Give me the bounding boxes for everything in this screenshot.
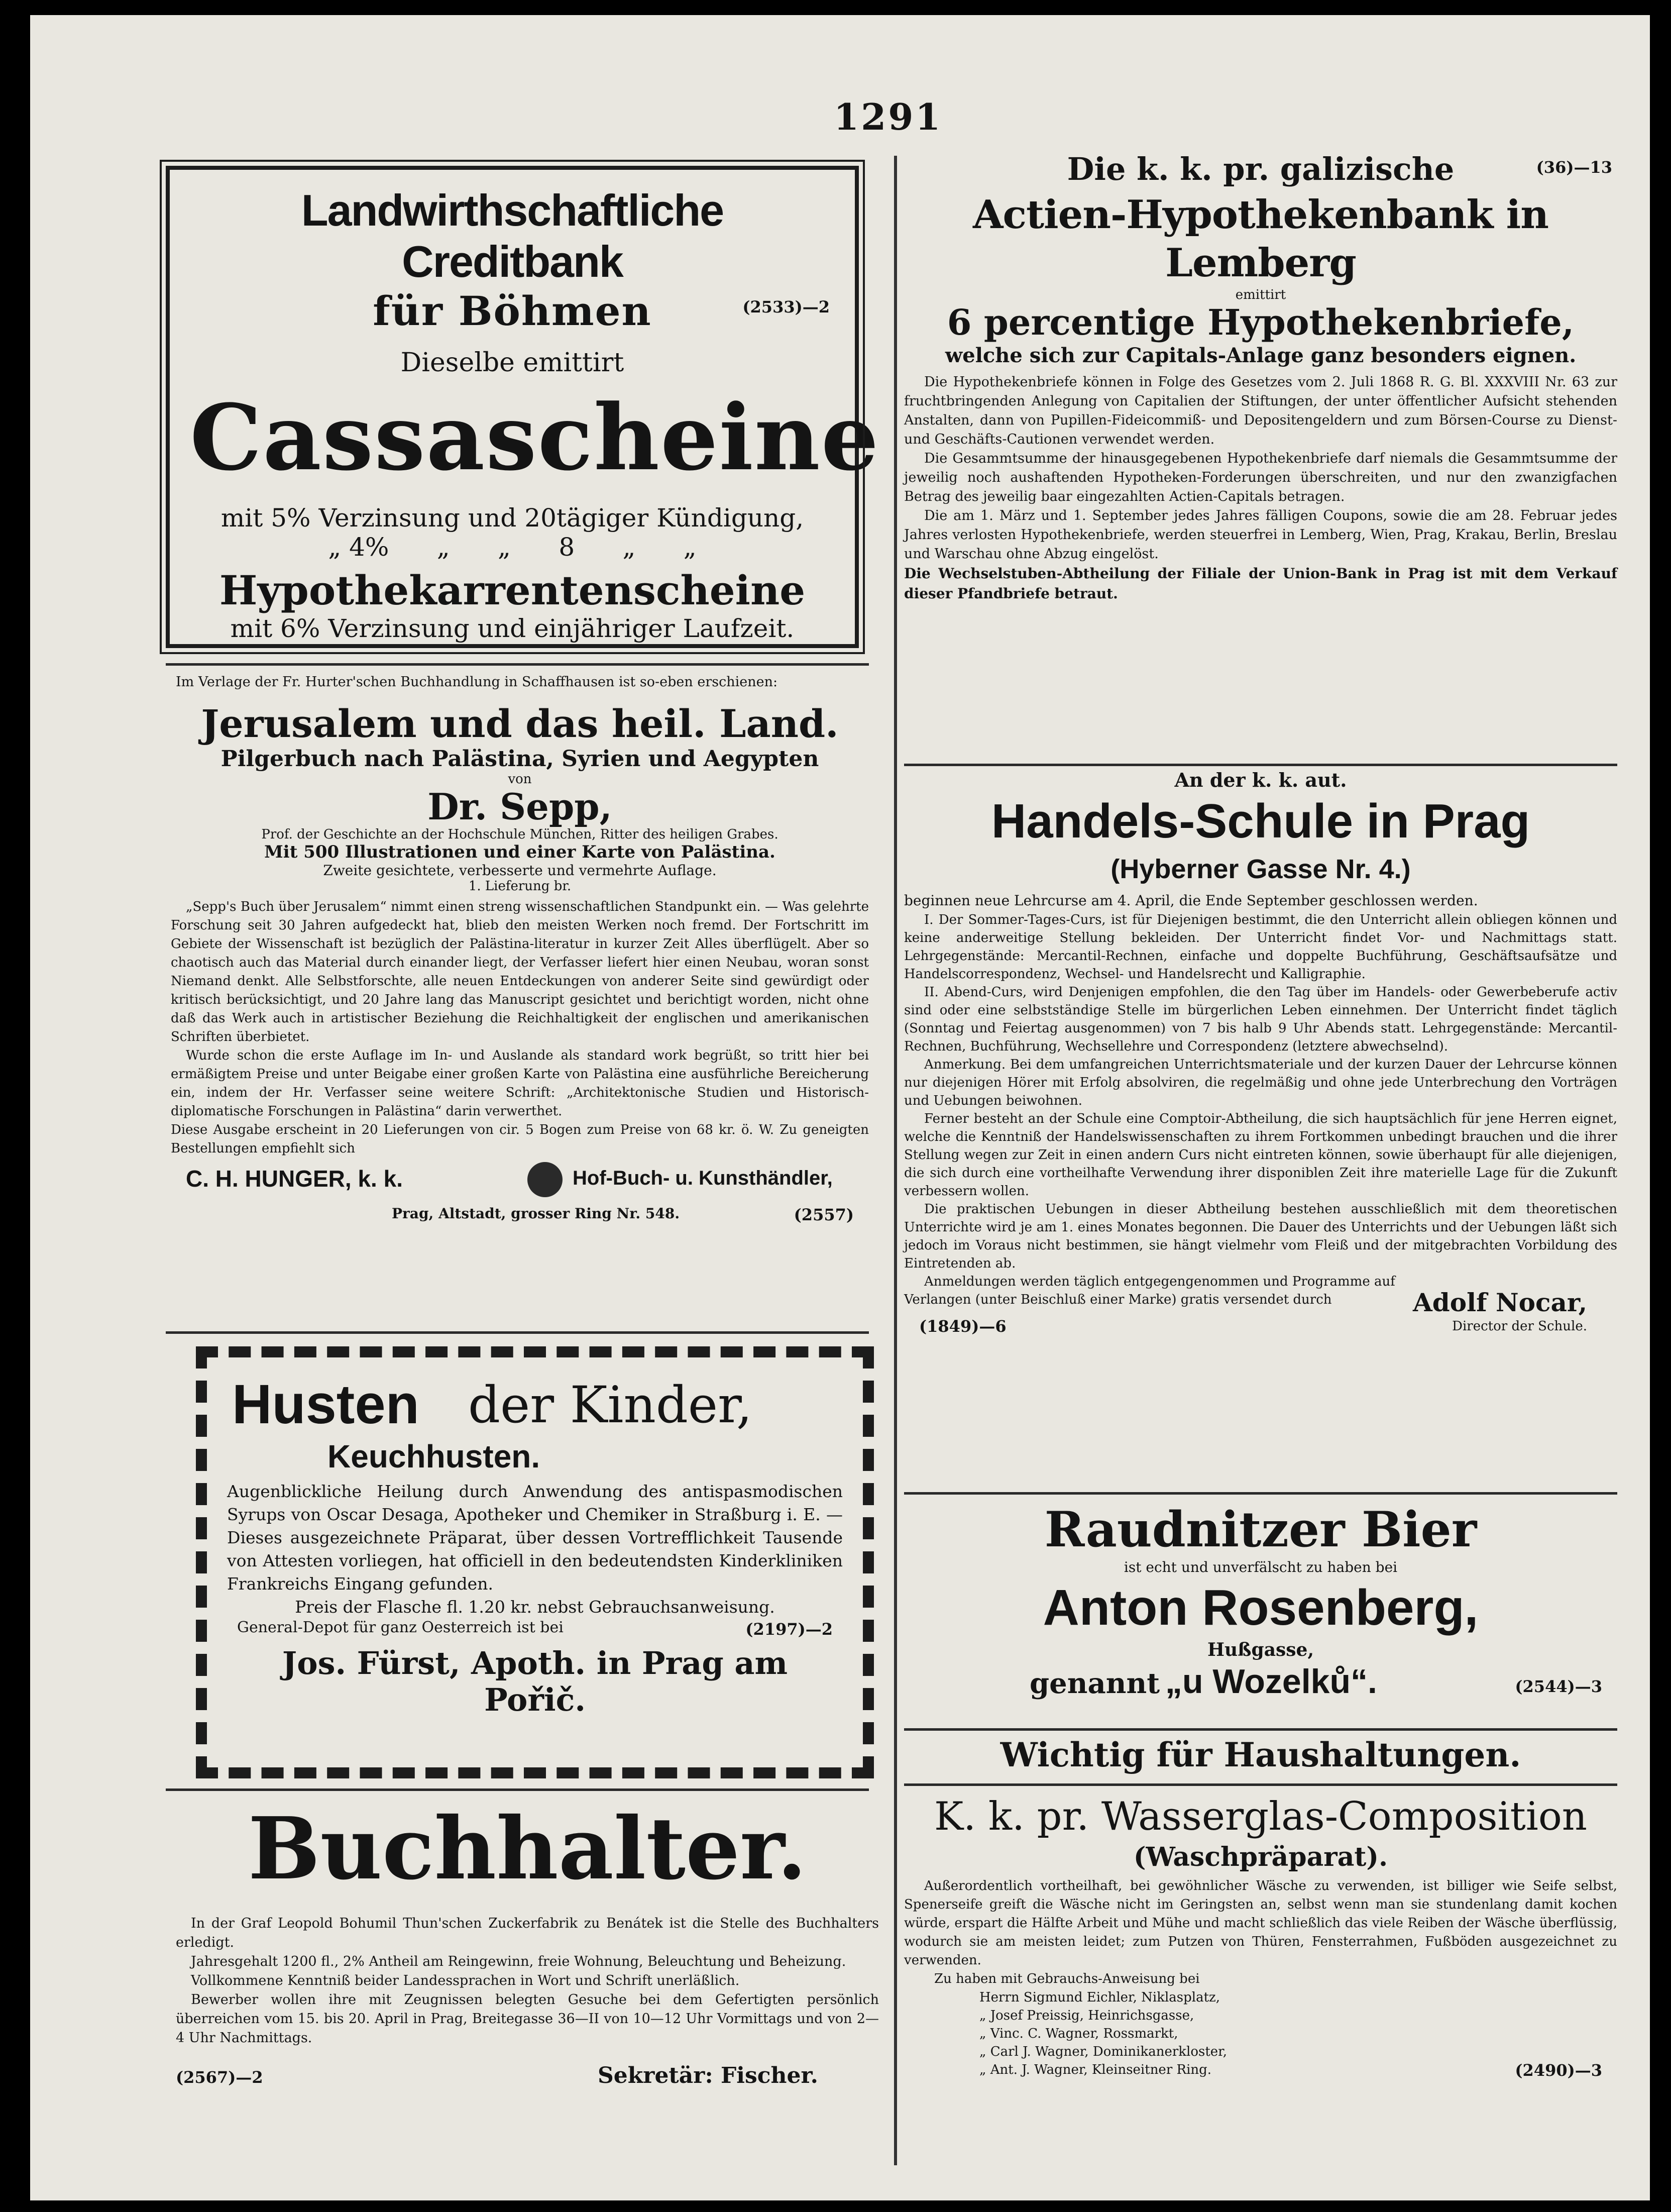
hypo-sub: welche sich zur Capitals-Anlage ganz besonders eignen.	[945, 344, 1577, 367]
jerusalem-author-desc: Prof. der Geschichte an der Hochschule München, Ritter des heiligen Grabes.	[261, 827, 778, 842]
bier-title: Raudnitzer Bier	[1044, 1501, 1477, 1558]
ad-bier	[904, 1502, 1617, 1723]
creditbank-line3: mit 6% Verzinsung und einjähriger Laufzeit.	[230, 614, 795, 643]
ad-hypothekenbank	[904, 151, 1617, 759]
creditbank-title: Landwirthschaftliche Creditbank	[301, 185, 724, 286]
ad-handelsschule	[904, 769, 1617, 1487]
handel-body3: II. Abend-Curs, wird Denjenigen empfohlen, die den Tag über im Handels- oder Gewerbeberufe activ sind oder eine selbstständige Stelle im bürgerlichen Leben einnehmen. Der Unterricht findet täglich (Sonntag und Feiertag ausgenommen) von 7 bis halb 9 Uhr Abends statt. Lehrgegenstände: Mercantil-Rechnen, Buchführung, Wechsellehre und Correspondenz (letztere abwechselnd).	[904, 985, 1617, 1054]
handel-intro: An der k. k. aut.	[1174, 769, 1347, 791]
bier-ref: (2544)—3	[1515, 1677, 1602, 1696]
buchhalter-body2: Jahresgehalt 1200 fl., 2% Antheil am Reingewinn, freie Wohnung, Beleuchtung und Beheizung.	[191, 1954, 846, 1969]
creditbank-headline2: Hypothekarrentenscheine	[219, 567, 806, 614]
jerusalem-seller: C. H. HUNGER, k. k.	[186, 1166, 403, 1192]
buchhalter-body3: Vollkommene Kenntniß beider Landessprachen in Wort und Schrift unerläßlich.	[191, 1973, 740, 1988]
husten-subtitle: Keuchhusten.	[327, 1438, 540, 1474]
wasser-title: K. k. pr. Wasserglas-Composition	[934, 1794, 1588, 1839]
hypo-body4: Die Wechselstuben-Abtheilung der Filiale der Union-Bank in Prag ist mit dem Verkauf dieser Pfandbriefe betraut.	[904, 565, 1617, 602]
creditbank-subtitle: für Böhmen	[373, 287, 652, 335]
handel-title: Handels-Schule in Prag	[991, 794, 1530, 848]
column-divider	[894, 156, 897, 2165]
divider-rule	[904, 1783, 1617, 1786]
jerusalem-seller2: Hof-Buch- u. Kunsthändler,	[573, 1167, 833, 1189]
jerusalem-title: Jerusalem und das heil. Land.	[201, 701, 839, 746]
bier-street: Hußgasse,	[1207, 1639, 1314, 1660]
buchhalter-ref: (2567)—2	[176, 2068, 263, 2087]
jerusalem-lieferung: 1. Lieferung br.	[468, 879, 572, 894]
jerusalem-body2: Wurde schon die erste Auflage im In- und Auslande als standard work begrüßt, so tritt hier bei ermäßigtem Preise und unter Beigabe einer großen Karte von Palästina eine ausführliche Bereicherung ein, indem der Hr. Verfasser seine weitere Schrift: „Architektonische Studien und Historisch-diplomatische Forschungen in Palästina“ darin verwerthet.	[171, 1048, 869, 1119]
handel-ref: (1849)—6	[919, 1317, 1007, 1336]
husten-body: Augenblickliche Heilung durch Anwendung des antispasmodischen Syrups von Oscar Desaga, Apotheker und Chemiker in Straßburg i. E. — Dieses ausgezeichnete Präparat, über dessen Vortrefflichkeit Tausende von Attesten vorliegen, hat officiell in den bedeutendsten Kinderkliniken Frankreichs Eingang gefunden.	[227, 1482, 843, 1594]
jerusalem-illustr: Mit 500 Illustrationen und einer Karte von Palästina.	[264, 842, 775, 862]
crest-icon	[527, 1162, 563, 1197]
hypo-title: Actien-Hypothekenbank in Lemberg	[972, 192, 1549, 286]
divider-rule	[904, 764, 1617, 766]
handel-signer-title: Director der Schule.	[1452, 1319, 1587, 1334]
handel-body7: Anmeldungen werden täglich entgegengenommen und Programme auf Verlangen (unter Beischluß einer Marke) gratis versendet durch	[904, 1274, 1395, 1307]
handel-signer: Adolf Nocar,	[1412, 1288, 1587, 1317]
wasser-seller: „ Josef Preissig, Heinrichsgasse,	[979, 2008, 1194, 2023]
ad-jerusalem	[166, 673, 874, 1316]
ad-wasserglas	[904, 1733, 1617, 2170]
husten-title1: Husten	[232, 1374, 419, 1435]
creditbank-line2: „ 4% „ „ 8 „ „	[328, 533, 697, 562]
ad-husten	[196, 1346, 874, 1778]
hypo-emittirt: emittirt	[1235, 287, 1286, 302]
jerusalem-address: Prag, Altstadt, grosser Ring Nr. 548.	[392, 1205, 680, 1222]
bier-line: ist echt und unverfälscht zu haben bei	[1124, 1559, 1398, 1575]
divider-rule	[904, 1492, 1617, 1495]
jerusalem-author: Dr. Sepp,	[427, 785, 612, 828]
ad-buchhalter	[176, 1794, 879, 2155]
buchhalter-body1: In der Graf Leopold Bohumil Thun'schen Zuckerfabrik zu Benátek ist die Stelle des Buchhalters erledigt.	[176, 1916, 879, 1950]
newspaper-page	[30, 15, 1650, 2200]
creditbank-headline: Cassascheine	[190, 385, 880, 491]
wasser-seller: „ Vinc. C. Wagner, Rossmarkt,	[979, 2026, 1178, 2041]
jerusalem-subtitle: Pilgerbuch nach Palästina, Syrien und Aegypten	[220, 746, 819, 772]
divider-rule	[166, 1331, 869, 1334]
buchhalter-signer: Sekretär: Fischer.	[598, 2063, 818, 2088]
husten-ref: (2197)—2	[745, 1620, 833, 1639]
creditbank-intro: Dieselbe emittirt	[400, 348, 624, 378]
hypo-body1: Die Hypothekenbriefe können in Folge des Gesetzes vom 2. Juli 1868 R. G. Bl. XXXVIII Nr. 63 zur fruchtbringenden Anlegung von Capitalien der Stiftungen, der unter öffentlicher Aufsicht stehenden Anstalten, dann von Pupillen-Fideicommiß- und Depositengeldern und zum Börsen-Course zu Dienst- und Geschäfts-Cautionen verwendet werden.	[904, 374, 1617, 447]
husten-depot: General-Depot für ganz Oesterreich ist bei	[237, 1619, 564, 1636]
wasser-seller: „ Ant. J. Wagner, Kleinseitner Ring.	[979, 2062, 1212, 2077]
divider-rule	[166, 1788, 869, 1791]
ad-creditbank	[166, 166, 880, 648]
jerusalem-body3: Diese Ausgabe erscheint in 20 Lieferungen von cir. 5 Bogen zum Preise von 68 kr. ö. W. Zu geneigten Bestellungen empfiehlt sich	[171, 1122, 869, 1156]
creditbank-ref: (2533)—2	[742, 297, 830, 317]
husten-price: Preis der Flasche fl. 1.20 kr. nebst Gebrauchsanweisung.	[295, 1597, 775, 1617]
jerusalem-ref: (2557)	[794, 1205, 854, 1224]
handel-body1: beginnen neue Lehrcurse am 4. April, die Ende September geschlossen werden.	[904, 892, 1478, 909]
handel-body4: Anmerkung. Bei dem umfangreichen Unterrichtsmateriale und der kurzen Dauer der Lehrcurse können nur diejenigen Hörer mit Erfolg absolviren, die regelmäßig und ohne jede Unterbrechung den Vorträgen und Uebungen beiwohnen.	[904, 1057, 1617, 1108]
wasser-headline: Wichtig für Haushaltungen.	[1000, 1735, 1521, 1774]
wasser-seller: „ Carl J. Wagner, Dominikanerkloster,	[979, 2044, 1227, 2059]
husten-title2: der Kinder,	[468, 1376, 752, 1434]
wasser-intro: Zu haben mit Gebrauchs-Anweisung bei	[934, 1971, 1200, 1986]
bier-name: Anton Rosenberg,	[1043, 1579, 1479, 1636]
jerusalem-intro: Im Verlage der Fr. Hurter'schen Buchhandlung in Schaffhausen ist so-eben erschienen:	[176, 674, 778, 690]
hypo-body2: Die Gesammtsumme der hinausgegebenen Hypothekenbriefe darf niemals die Gesammtsumme der jeweilig noch aushaftenden Hypotheken-Forderungen überschreiten, und nur den zwanzigfachen Betrag des jeweilig baar eingezahlten Actien-Capitals betragen.	[904, 451, 1617, 504]
wasser-seller: Herrn Sigmund Eichler, Niklasplatz,	[979, 1990, 1220, 2005]
wasser-ref: (2490)—3	[1515, 2061, 1602, 2080]
creditbank-line1: mit 5% Verzinsung und 20tägiger Kündigung,	[220, 503, 804, 533]
handel-body5: Ferner besteht an der Schule eine Comptoir-Abtheilung, die sich hauptsächlich für jene Herren eignet, welche die Kenntniß der Handelswissenschaften zu ihrem Fortkommen unbedingt brauchen und die ihrer Stellung wegen zur Zeit in einen andern Curs nicht eintreten können, sowie überhaupt für alle diejenigen, die sich durch eine vortheilhafte Verwendung ihrer disponiblen Zeit ihre materielle Lage für die Zukunft verbessern wollen.	[904, 1111, 1617, 1199]
jerusalem-von: von	[508, 772, 532, 787]
buchhalter-body4: Bewerber wollen ihre mit Zeugnissen belegten Gesuche bei dem Gefertigten persönlich überreichen vom 15. bis 20. April in Prag, Breitegasse 36—II von 10—12 Uhr Vormittags und von 2—4 Uhr Nachmittags.	[176, 1992, 879, 2046]
hypo-body3: Die am 1. März und 1. September jedes Jahres fälligen Coupons, sowie die am 28. Februar jedes Jahres verlosten Hypothekenbriefe, werden steuerfrei in Lemberg, Wien, Prag, Krakau, Berlin, Breslau und Warschau ohne Abzug eingelöst.	[904, 508, 1617, 562]
jerusalem-edition: Zweite gesichtete, verbesserte und vermehrte Auflage.	[323, 862, 717, 879]
hypo-line1: Die k. k. pr. galizische	[1067, 151, 1455, 187]
buchhalter-title: Buchhalter.	[248, 1799, 807, 1899]
hypo-headline: 6 percentige Hypothekenbriefe,	[947, 301, 1575, 343]
handel-address: (Hyberner Gasse Nr. 4.)	[1110, 854, 1411, 884]
husten-seller: Jos. Fürst, Apoth. in Prag am Pořič.	[282, 1645, 788, 1718]
bier-genannt: genannt	[1030, 1667, 1160, 1700]
handel-body2: I. Der Sommer-Tages-Curs, ist für Diejenigen bestimmt, die den Unterricht allein obliegen können und keine anderweitige Stellung bekleiden. Der Unterricht findet Vor- und Nachmittags statt. Lehrgegenstände: Mercantil-Rechnen, einfache und doppelte Buchführung, Geschäftsaufsätze und Handelscorrespondenz, Wechsel- und Handelsrecht und Kalligraphie.	[904, 912, 1617, 982]
page-number: 1291	[834, 95, 943, 138]
divider-rule	[166, 663, 869, 666]
wasser-body1: Außerordentlich vortheilhaft, bei gewöhnlicher Wäsche zu verwenden, ist billiger wie Seife selbst, Spenerseife greift die Wäsche nicht im Geringsten an, selbst wenn man sie stundenlang damit kochen würde, erspart die Hälfte Arbeit und Mühe und macht schließlich das viele Reiben der Wäsche überflüssig, wodurch sie am meisten leidet; zum Putzen von Thüren, Fensterrahmen, Fußböden ausgezeichnet zu verwenden.	[904, 1878, 1617, 1968]
handel-body6: Die praktischen Uebungen in dieser Abtheilung bestehen ausschließlich mit dem theoretischen Unterrichte wird je am 1. eines Monates begonnen. Die Dauer des Unterrichts und der Uebungen läßt sich jedoch im Voraus nicht bestimmen, sie hängt vielmehr vom Fleiß und der mitgebrachten Vorbildung des Eintretenden ab.	[904, 1202, 1617, 1271]
bier-nickname: „u Wozelků“.	[1165, 1662, 1377, 1701]
hypo-ref: (36)—13	[1536, 158, 1612, 177]
divider-rule	[904, 1728, 1617, 1731]
jerusalem-body1: „Sepp's Buch über Jerusalem“ nimmt einen streng wissenschaftlichen Standpunkt ein. — Was gelehrte Forschung seit 30 Jahren aufgedeckt hat, blieb den meisten Werken noch fremd. Der Fortschritt im Gebiete der Wissenschaft ist bezüglich der Palästina-literatur in kurzer Zeit Alles überflügelt. Aber so chaotisch auch das Material durch einander liegt, der Verfasser liefert hier einen Neubau, woran sonst Niemand denkt. Alle Selbstforschte, alle neuen Entdeckungen von anderer Seite sind gewürdigt oder kritisch berücksichtigt, und 20 Jahre lang das Manuscript gesichtet und berichtigt worden, nicht ohne daß das Werk auch in artistischer Beziehung die Reichhaltigkeit der englischen und amerikanischen Schriften überbietet.	[171, 899, 869, 1044]
wasser-subtitle: (Waschpräparat).	[1133, 1842, 1388, 1872]
